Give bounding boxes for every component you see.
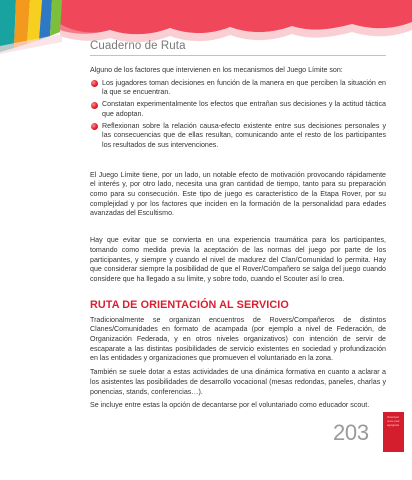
page-number: 203	[333, 420, 369, 445]
list-item-text: Los jugadores toman decisiones en función de la manera en que perciben la situación en la que se encuentran.	[102, 78, 386, 97]
bullet-icon	[91, 80, 98, 87]
list-item-text: Reflexionan sobre la relación causa-efecto existente entre sus decisiones personales y las consecuencias que de ellas resultan, comunicando ante el resto de los participantes los resultados de sus intervenciones.	[102, 121, 386, 149]
bullet-icon	[91, 123, 98, 130]
page-content	[90, 66, 386, 411]
body-paragraph: Hay que evitar que se convierta en una experiencia traumática para los participantes, tomando como medida previa la aceptación de las normas del juego por parte de los participantes, y siempre y cuando el nivel de madurez del Clan/Comunidad lo permita. Hay que considerar siempre la posibilidad de que el Rover/Compañero se salga del juego cuando considere que ha llegado a su límite, y sobre todo, cuando el Scouter así lo crea.	[90, 236, 386, 283]
factor-list	[90, 79, 386, 151]
intro-paragraph: Alguno de los factores que intervienen en los mecanismos del Juego Límite son:	[90, 66, 343, 74]
side-tab	[383, 412, 404, 452]
section-paragraph: También se suele dotar a estas actividades de una dinámica formativa en cuanto a aclarar a los asistentes las posibilidades de desarrollo vocacional (mesas redondas, paneles, charlas y ponencias, stands, conferencias…).	[90, 368, 386, 396]
list-item-text: Constatan experimentalmente los efectos que entrañan sus decisiones y la actitud táctica que adoptan.	[102, 100, 386, 118]
section-paragraph: Tradicionalmente se organizan encuentros de Rovers/Compañeros de distintos Clanes/Comunidades en formato de acampada (por ejemplo a nivel de Federación, de Organización Federada, y en otros niveles organizativos) con intención de servir de escaparate a las distintas posibilidades de servicio existentes en sociedad y profundización en las entidades y organizaciones que promueven el voluntariado en la zona.	[90, 315, 386, 363]
header-decoration	[0, 0, 412, 60]
running-header-title: Cuaderno de Ruta	[90, 40, 186, 52]
header-rule	[90, 55, 386, 56]
list-item	[90, 122, 386, 151]
list-item	[90, 100, 386, 119]
bullet-icon	[91, 102, 98, 109]
section-paragraph: Se incluye entre estas la opción de decantarse por el voluntariado como educador scout.	[90, 401, 370, 410]
list-item	[90, 79, 386, 98]
body-paragraph: El Juego Límite tiene, por un lado, un notable efecto de motivación provocando rápidamente el interés y, por otro lado, necesita una gran cantidad de tiempo, tanto para su preparación como para su consecución. Este tipo de juego es característico de la Etapa Rover, por su complejidad y por los factores que inciden en la formación de la personalidad para edades avanzadas del Escultismo.	[90, 170, 386, 218]
side-tab-label: Orientaciones pedagógicas	[387, 415, 400, 427]
section-heading: RUTA DE ORIENTACIÓN AL SERVICIO	[90, 298, 289, 311]
